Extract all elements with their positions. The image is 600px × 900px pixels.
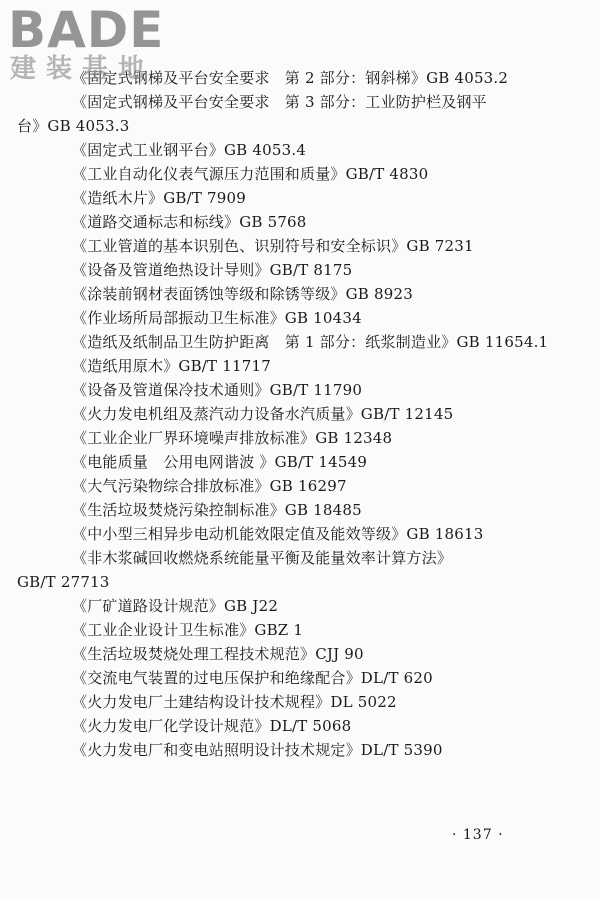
reference-text: 《设备及管道绝热设计导则》GB/T 8175 bbox=[72, 261, 353, 279]
reference-item bbox=[72, 258, 552, 282]
reference-item bbox=[72, 618, 552, 642]
reference-item bbox=[72, 738, 552, 762]
reference-item bbox=[17, 546, 552, 594]
reference-item bbox=[72, 330, 552, 354]
reference-item bbox=[72, 234, 552, 258]
reference-text: 《生活垃圾焚烧处理工程技术规范》CJJ 90 bbox=[72, 645, 364, 663]
reference-text: 《生活垃圾焚烧污染控制标准》GB 18485 bbox=[72, 501, 362, 519]
watermark-logo-text: BADE bbox=[8, 1, 165, 59]
reference-item bbox=[72, 498, 552, 522]
reference-text: 《造纸用原木》GB/T 11717 bbox=[72, 357, 271, 375]
reference-item bbox=[72, 474, 552, 498]
reference-text: 《造纸及纸制品卫生防护距离 第 1 部分：纸浆制造业》GB 11654.1 bbox=[72, 333, 549, 351]
reference-text: 《火力发电机组及蒸汽动力设备水汽质量》GB/T 12145 bbox=[72, 405, 454, 423]
reference-text: 《厂矿道路设计规范》GB J22 bbox=[72, 597, 279, 615]
reference-text: 《工业企业设计卫生标准》GBZ 1 bbox=[72, 621, 304, 639]
reference-text: 《工业管道的基本识别色、识别符号和安全标识》GB 7231 bbox=[72, 237, 474, 255]
reference-item bbox=[72, 690, 552, 714]
reference-item bbox=[72, 666, 552, 690]
reference-item bbox=[72, 642, 552, 666]
reference-text: 《中小型三相异步电动机能效限定值及能效等级》GB 18613 bbox=[72, 525, 484, 543]
reference-item bbox=[72, 186, 552, 210]
reference-text: 《火力发电厂和变电站照明设计技术规定》DL/T 5390 bbox=[72, 741, 443, 759]
reference-text: 《交流电气装置的过电压保护和绝缘配合》DL/T 620 bbox=[72, 669, 433, 687]
reference-text: 《造纸木片》GB/T 7909 bbox=[72, 189, 247, 207]
reference-item bbox=[72, 594, 552, 618]
reference-item bbox=[72, 714, 552, 738]
reference-text: 《非木浆碱回收燃烧系统能量平衡及能量效率计算方法》 bbox=[72, 549, 453, 567]
reference-item bbox=[72, 450, 552, 474]
reference-text: 《火力发电厂化学设计规范》DL/T 5068 bbox=[72, 717, 352, 735]
reference-item bbox=[72, 522, 552, 546]
reference-item bbox=[72, 354, 552, 378]
reference-item bbox=[72, 402, 552, 426]
reference-item bbox=[72, 210, 552, 234]
reference-text: 《固定式工业钢平台》GB 4053.4 bbox=[72, 141, 307, 159]
reference-item bbox=[72, 426, 552, 450]
reference-continuation: GB/T 27713 bbox=[17, 573, 110, 591]
reference-item bbox=[72, 162, 552, 186]
reference-text: 《工业企业厂界环境噪声排放标准》GB 12348 bbox=[72, 429, 393, 447]
reference-text: 《道路交通标志和标线》GB 5768 bbox=[72, 213, 307, 231]
reference-item bbox=[72, 138, 552, 162]
reference-item bbox=[17, 90, 552, 138]
reference-item bbox=[72, 306, 552, 330]
reference-text: 《涂装前钢材表面锈蚀等级和除锈等级》GB 8923 bbox=[72, 285, 413, 303]
reference-continuation: 台》GB 4053.3 bbox=[17, 117, 130, 135]
reference-text: 《设备及管道保冷技术通则》GB/T 11790 bbox=[72, 381, 363, 399]
reference-text: 《工业自动化仪表气源压力范围和质量》GB/T 4830 bbox=[72, 165, 429, 183]
watermark-sub-text: 建装基地 bbox=[10, 54, 155, 84]
reference-text: 《电能质量 公用电网谐波 》GB/T 14549 bbox=[72, 453, 368, 471]
reference-item bbox=[72, 378, 552, 402]
reference-text: 《作业场所局部振动卫生标准》GB 10434 bbox=[72, 309, 362, 327]
page-number: · 137 · bbox=[452, 827, 504, 843]
reference-item bbox=[72, 66, 552, 90]
reference-item bbox=[72, 282, 552, 306]
reference-text: 《固定式钢梯及平台安全要求 第 2 部分：钢斜梯》GB 4053.2 bbox=[72, 69, 509, 87]
reference-text: 《火力发电厂土建结构设计技术规程》DL 5022 bbox=[72, 693, 397, 711]
reference-text: 《大气污染物综合排放标准》GB 16297 bbox=[72, 477, 347, 495]
reference-text: 《固定式钢梯及平台安全要求 第 3 部分：工业防护栏及钢平 bbox=[72, 93, 487, 111]
